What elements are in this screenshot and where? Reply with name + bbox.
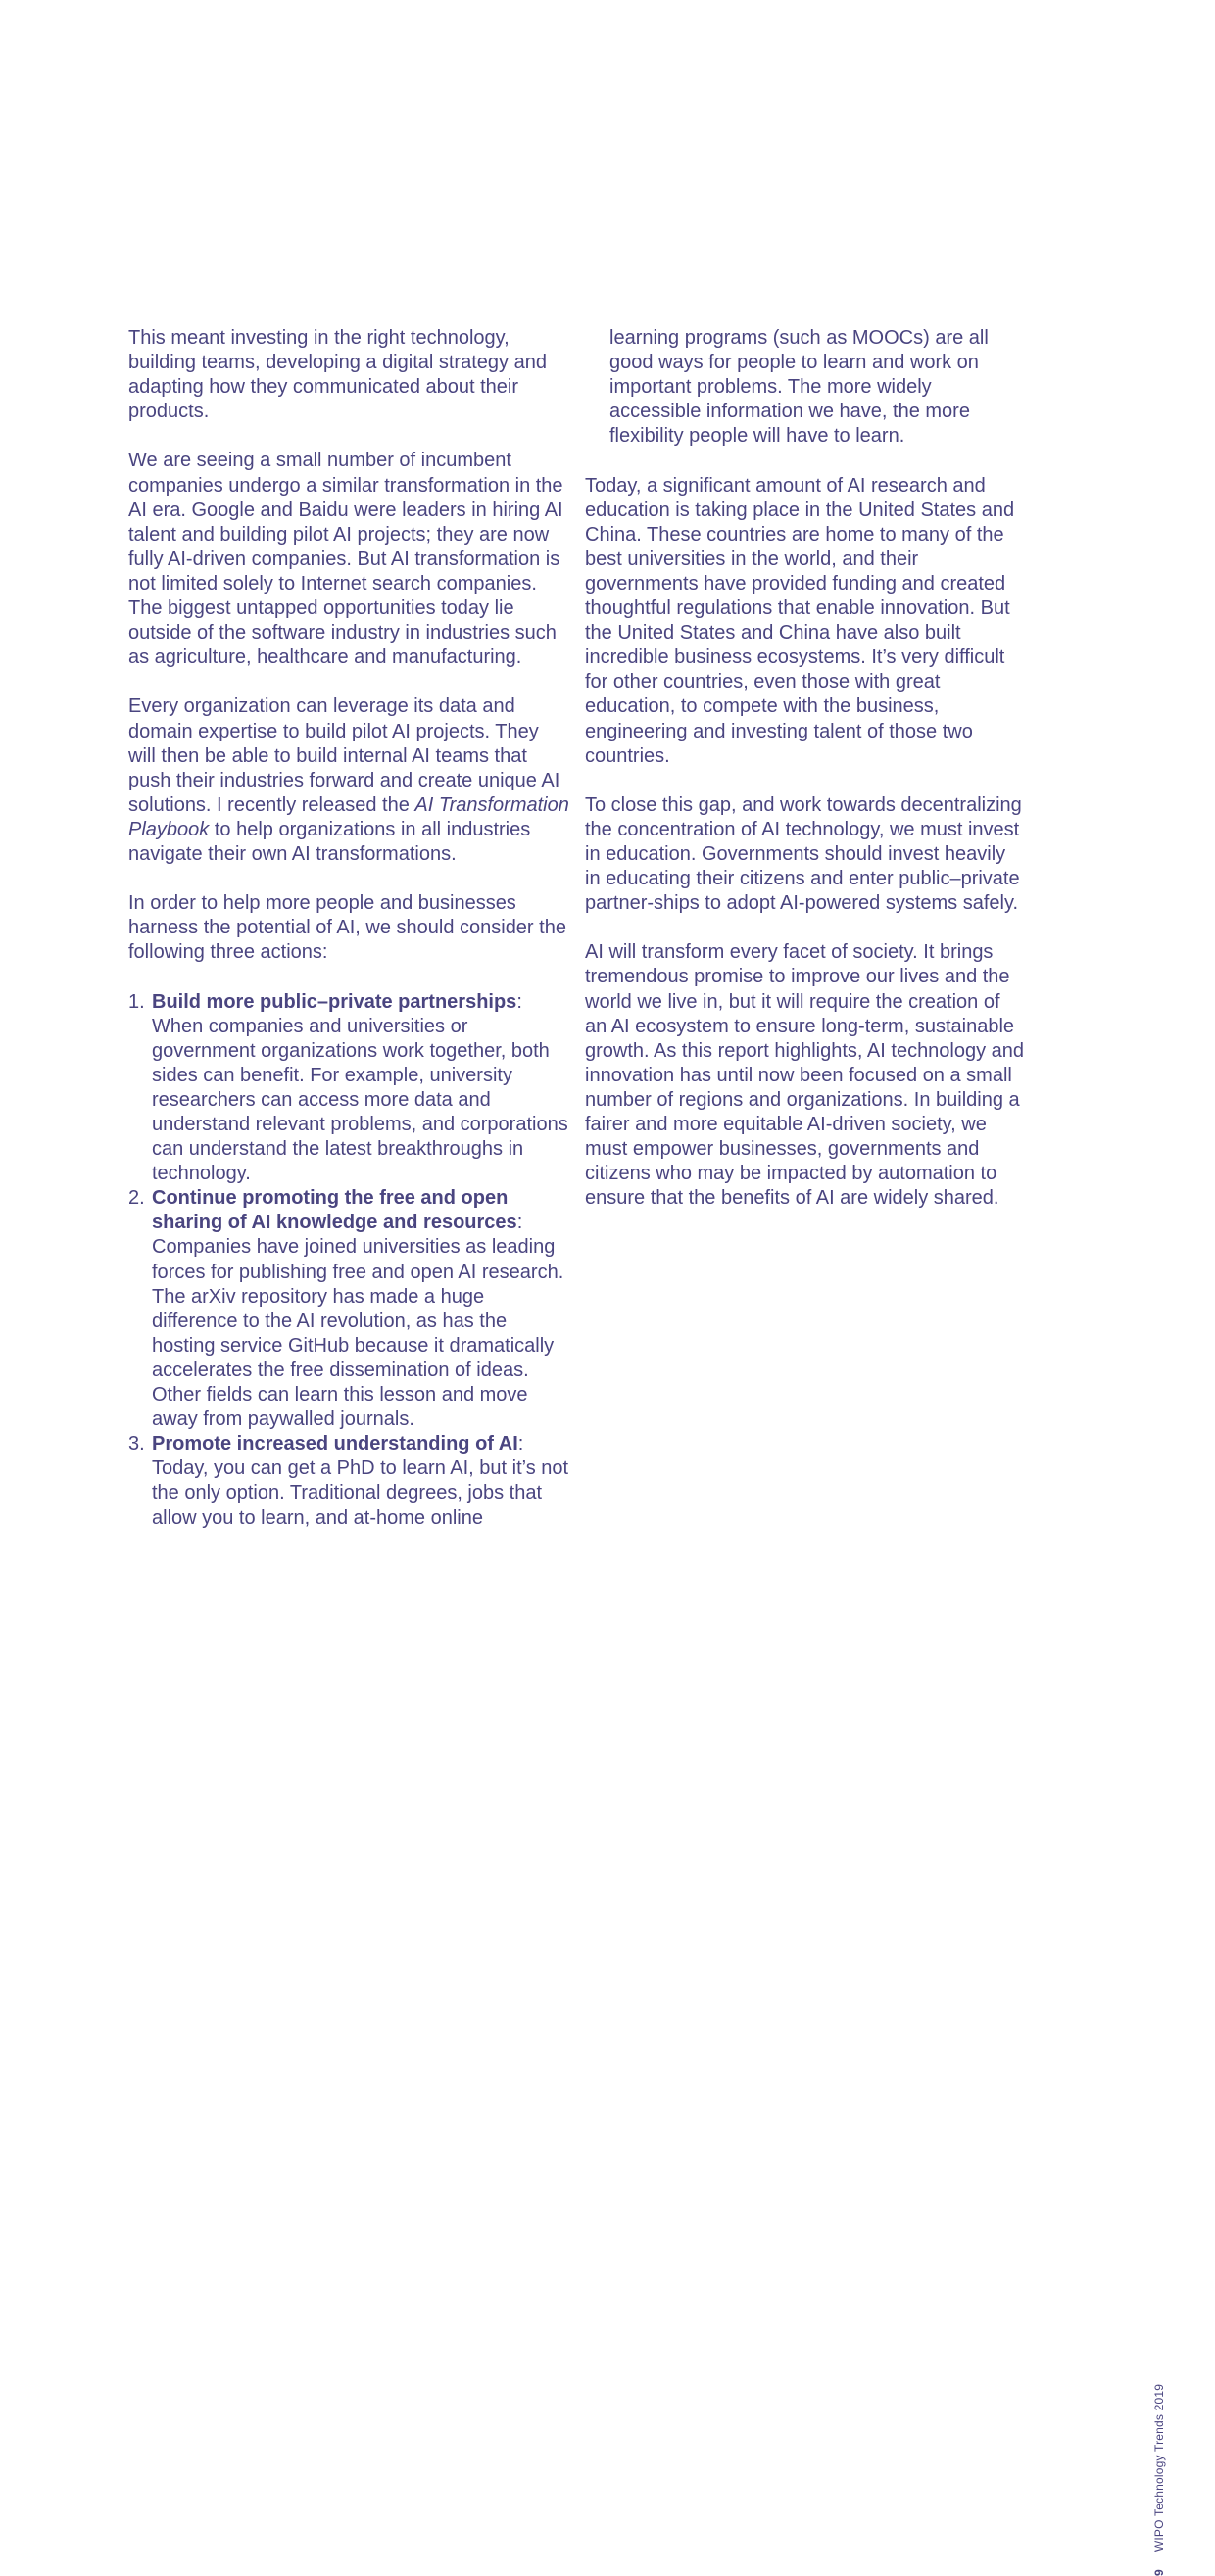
page-footer (1150, 1410, 1170, 2576)
action-body: Today, you can get a PhD to learn AI, but it’s not the only option. Traditional degrees, jobs that allow you to learn, and at-home online (152, 1457, 569, 1529)
paragraph-three-actions-intro: In order to help more people and businesses harness the potential of AI, we should consider the following three actions: (128, 892, 566, 964)
paragraph-learning-continuation: learning programs (such as MOOCs) are all good ways for people to learn and work on important problems. The more widely accessible information we have, the more flexibility people will have to learn. (609, 327, 989, 448)
action-number: 1. (128, 990, 145, 1013)
action-item: 3. Promote increased understanding of AI: Today, you can get a PhD to learn AI, but it’s not the only option. Traditional degrees, jobs that allow you to learn, and at-home online (128, 1433, 569, 1529)
action-title: Promote increased understanding of AI (152, 1433, 518, 1455)
paragraph-organizations (128, 694, 569, 867)
paragraph-investing: This meant investing in the right technology, building teams, developing a digital strategy and adapting how they communicated about their products. (128, 327, 547, 423)
paragraph-close-gap: To close this gap, and work towards decentralizing the concentration of AI technology, we must invest in education. Governments should invest heavily in educating their citizens and enter public–private partner-ships to adopt AI-powered systems safely. (585, 793, 1022, 915)
action-body: When companies and universities or government organizations work together, both sides can benefit. For example, university researchers can access more data and understand relevant problems, and corporations can understand the latest breakthroughs in technology. (152, 1015, 568, 1185)
action-title: Continue promoting the free and open sharing of AI knowledge and resources (152, 1187, 517, 1234)
paragraph-organizations-text-end: to help organizations in all industries navigate their own AI transformations. (128, 818, 531, 865)
publication-title: WIPO Technology Trends 2019 (1152, 2383, 1166, 2552)
paragraph-transform-society: AI will transform every facet of society. It brings tremendous promise to improve our lives and the world we live in, but it will require the creation of an AI ecosystem to ensure long-term, sustainable growth. As this report highlights, AI technology and innovation has until now been focused on a small number of regions and organizations. In building a fairer and more equitable AI-driven society, we must empower businesses, governments and citizens who may be impacted by automation to ensure that the benefits of AI are widely shared. (585, 941, 1025, 1210)
action-title: Build more public–private partnerships (152, 990, 517, 1013)
right-column (585, 326, 1026, 1235)
action-item: 2. Continue promoting the free and open sharing of AI knowledge and resources: Companies have joined universities as leading forces for publishing free and open AI research. The arXiv repository has made a huge difference to the AI revolution, as has the hosting service GitHub because it dramatically accelerates the free dissemination of ideas. Other fields can learn this lesson and move away from paywalled journals. (128, 1187, 564, 1431)
action-number: 2. (128, 1187, 145, 1210)
paragraph-us-china: Today, a significant amount of AI research and education is taking place in the United States and China. These countries are home to many of the best universities in the world, and their governments have provided funding and created thoughtful regulations that enable innovation. But the United States and China have also built incredible business ecosystems. It’s very difficult for other countries, even those with great education, to compete with the business, engineering and investing talent of those two countries. (585, 474, 1015, 767)
action-number: 3. (128, 1433, 145, 1455)
paragraph-organizations-text-start: Every organization can leverage its data and domain expertise to build pilot AI projects. They will then be able to build internal AI teams that push their industries forward and create unique AI solutions. I recently released the (128, 695, 560, 816)
action-body: Companies have joined universities as leading forces for publishing free and open AI research. The arXiv repository has made a huge difference to the AI revolution, as has the hosting service GitHub because it dramatically accelerates the free dissemination of ideas. Other fields can learn this lesson and move away from paywalled journals. (152, 1236, 564, 1431)
left-column (128, 326, 569, 1531)
actions-list (128, 990, 569, 1531)
action-item: 1. Build more public–private partnerships: When companies and universities or government organizations work together, both sides can benefit. For example, university researchers can access more data and understand relevant problems, and corporations can understand the latest breakthroughs in technology. (128, 990, 568, 1185)
page-number: 9 (1152, 2569, 1166, 2576)
paragraph-incumbents: We are seeing a small number of incumbent companies undergo a similar transformation in the AI era. Google and Baidu were leaders in hiring AI talent and building pilot AI projects; they are now fully AI-driven companies. But AI transformation is not limited solely to Internet search companies. The biggest untapped opportunities today lie outside of the software industry in industries such as agriculture, healthcare and manufacturing. (128, 450, 563, 669)
playbook-title: AI Transformation Playbook (128, 793, 569, 840)
